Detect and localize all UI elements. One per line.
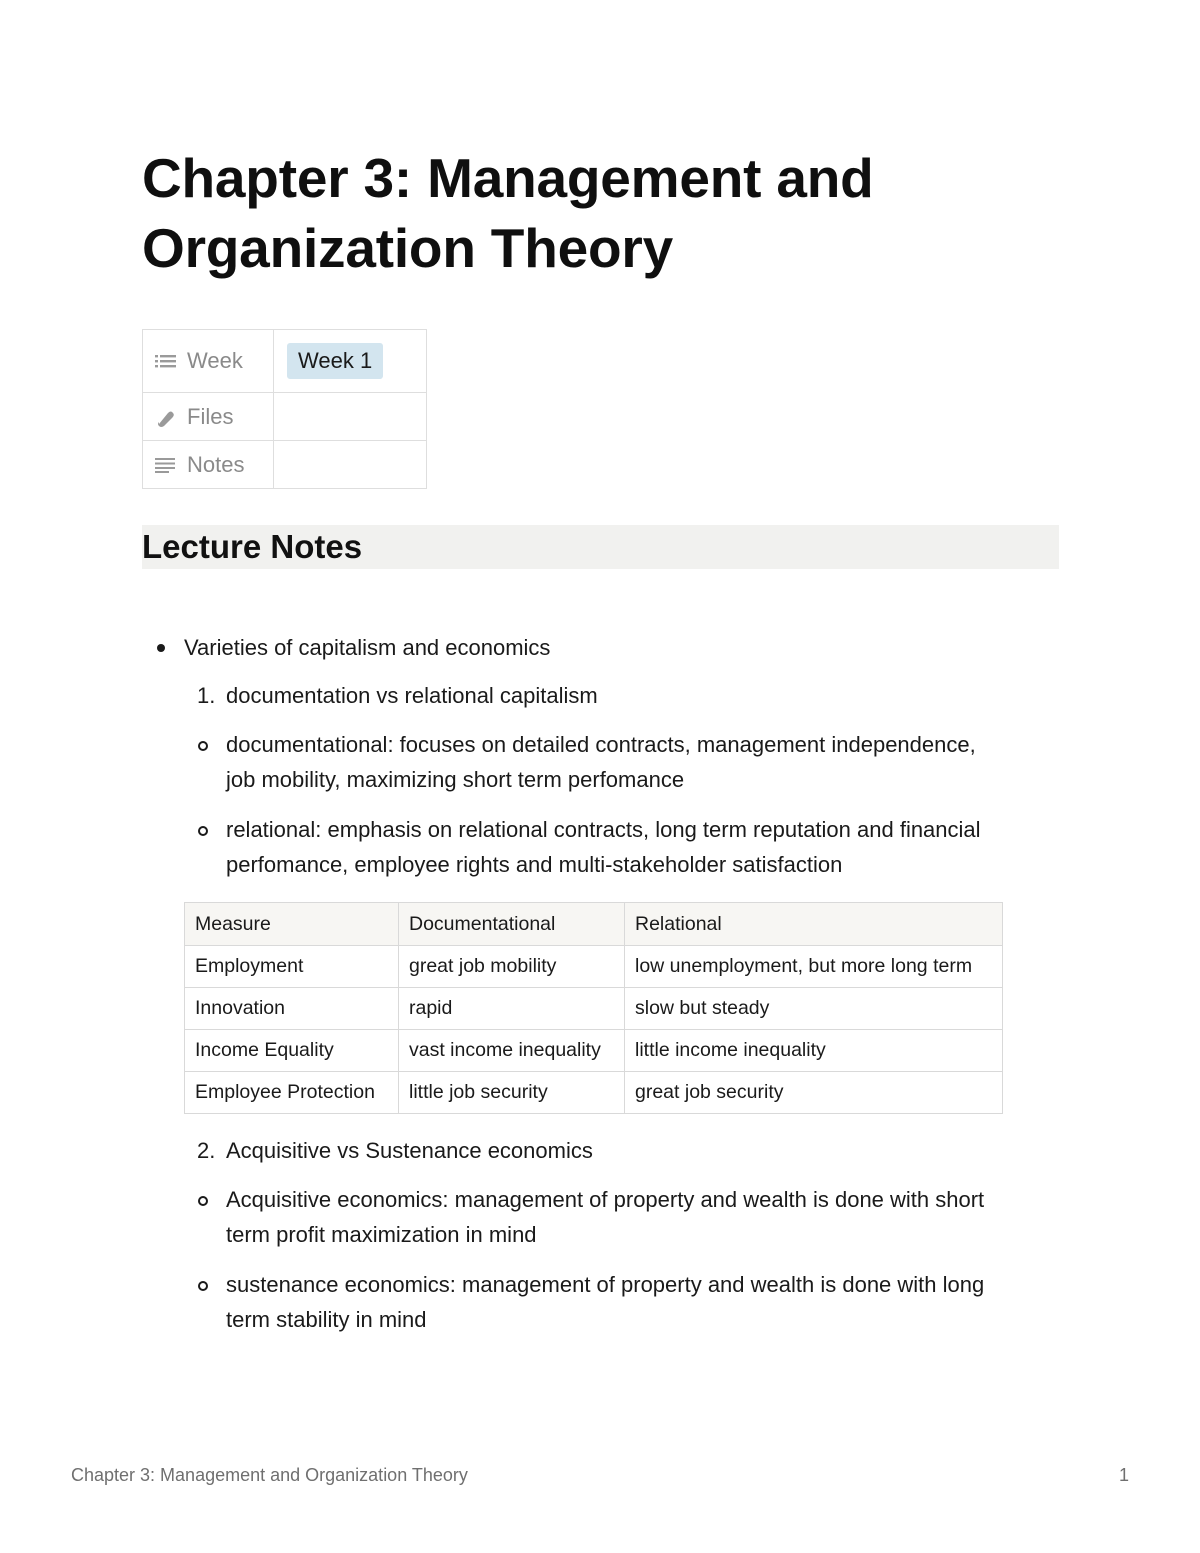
table-cell: Employee Protection bbox=[185, 1072, 399, 1114]
sub-bullet-line: documentational: focuses on detailed contracts, management independence, bbox=[226, 732, 976, 757]
page-number: 1 bbox=[1119, 1465, 1130, 1485]
disc-bullet-icon bbox=[157, 644, 165, 652]
table-row bbox=[185, 988, 1003, 1030]
list-number: 1. bbox=[197, 683, 216, 708]
property-row-notes bbox=[143, 441, 427, 489]
property-key-files bbox=[143, 393, 274, 441]
week-tag[interactable]: Week 1 bbox=[287, 343, 383, 379]
circle-bullet-icon bbox=[198, 741, 208, 751]
footer-title: Chapter 3: Management and Organization Theory bbox=[71, 1465, 468, 1485]
circle-bullet-icon bbox=[198, 1281, 208, 1291]
table-row bbox=[185, 1072, 1003, 1114]
table-cell: slow but steady bbox=[625, 988, 1003, 1030]
sub-bullet-line: term profit maximization in mind bbox=[226, 1222, 537, 1247]
property-label-week: Week bbox=[187, 348, 243, 373]
text-lines-icon bbox=[155, 457, 177, 473]
table-row bbox=[185, 1030, 1003, 1072]
table-cell: great job security bbox=[625, 1072, 1003, 1114]
property-key-notes bbox=[143, 441, 274, 489]
circle-bullet-icon bbox=[198, 1196, 208, 1206]
table-cell: little job security bbox=[399, 1072, 625, 1114]
table-header-cell: Relational bbox=[625, 903, 1003, 946]
sub-bullet-line: relational: emphasis on relational contracts, long term reputation and financial bbox=[226, 817, 981, 842]
table-cell: vast income inequality bbox=[399, 1030, 625, 1072]
properties-table bbox=[142, 329, 427, 489]
table-cell: little income inequality bbox=[625, 1030, 1003, 1072]
property-row-files bbox=[143, 393, 427, 441]
table-cell: Employment bbox=[185, 946, 399, 988]
section-heading: Lecture Notes bbox=[142, 525, 1059, 569]
sub-bullet-line: sustenance economics: management of property and wealth is done with long bbox=[226, 1272, 985, 1297]
list-number: 2. bbox=[197, 1138, 216, 1163]
property-label-notes: Notes bbox=[187, 451, 245, 477]
property-value-files[interactable] bbox=[274, 393, 427, 441]
table-header-cell: Measure bbox=[185, 903, 399, 946]
numbered-item: documentation vs relational capitalism bbox=[226, 683, 598, 708]
table-cell: Innovation bbox=[185, 988, 399, 1030]
table-cell: rapid bbox=[399, 988, 625, 1030]
table-cell: Income Equality bbox=[185, 1030, 399, 1072]
table-cell: low unemployment, but more long term bbox=[625, 946, 1003, 988]
comparison-table bbox=[184, 902, 1003, 1114]
circle-bullet-icon bbox=[198, 826, 208, 836]
table-header-row bbox=[185, 903, 1003, 946]
table-cell: great job mobility bbox=[399, 946, 625, 988]
sub-bullet-line: Acquisitive economics: management of property and wealth is done with short bbox=[226, 1187, 985, 1212]
page-title bbox=[142, 143, 1042, 283]
paperclip-icon bbox=[155, 409, 177, 425]
table-row bbox=[185, 946, 1003, 988]
numbered-item: Acquisitive vs Sustenance economics bbox=[226, 1138, 593, 1163]
property-value-notes[interactable] bbox=[274, 441, 427, 489]
property-row-week bbox=[143, 330, 427, 393]
sub-bullet-line: perfomance, employee rights and multi-stakeholder satisfaction bbox=[226, 852, 843, 877]
page-title-line-1: Chapter 3: Management and bbox=[142, 147, 874, 209]
property-label-files: Files bbox=[187, 403, 234, 429]
list-icon bbox=[155, 353, 177, 369]
sub-bullet-line: term stability in mind bbox=[226, 1307, 427, 1332]
bullet-item: Varieties of capitalism and economics bbox=[184, 635, 551, 660]
page-title-line-2: Organization Theory bbox=[142, 217, 673, 279]
property-key-week bbox=[143, 330, 274, 393]
property-value-week[interactable] bbox=[274, 330, 427, 393]
sub-bullet-line: job mobility, maximizing short term perfomance bbox=[226, 767, 685, 792]
table-header-cell: Documentational bbox=[399, 903, 625, 946]
